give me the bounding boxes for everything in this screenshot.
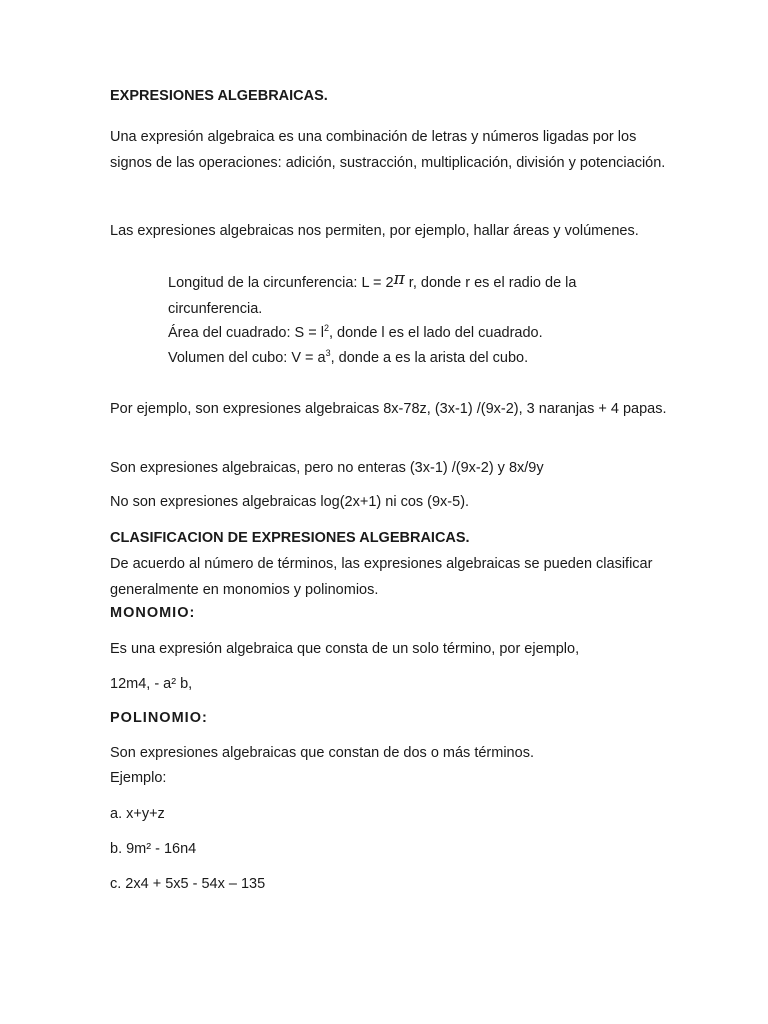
example-paragraph-3: No son expresiones algebraicas log(2x+1) ni cos (9x-5). [110,494,470,510]
monomio-definition: Es una expresión algebraica que consta de un solo término, por ejemplo, [110,641,580,657]
pi-symbol: π [393,269,405,289]
monomio-example: 12m4, - a² b, [110,676,193,692]
cube-volume-text-start: Volumen del cubo: V = a [168,350,326,366]
ejemplo-label: Ejemplo: [110,770,167,786]
polinomio-definition: Son expresiones algebraicas que constan de dos o más términos. [110,745,534,761]
cube-volume-example [168,346,648,372]
classification-paragraph: De acuerdo al número de términos, las expresiones algebraicas se pueden clasificar generalmente en monomios y polinomios. [110,556,653,598]
page-title: EXPRESIONES ALGEBRAICAS. [110,88,328,104]
square-area-text-end: , donde l es el lado del cuadrado. [329,325,543,341]
circumference-text-end: r, donde r es el radio de la circunferencia. [168,275,577,317]
cube-volume-text-end: , donde a es la arista del cubo. [330,350,529,366]
circumference-example [168,270,648,322]
square-exponent: 2 [323,323,329,334]
polinomio-heading: POLINOMIO: [110,710,208,726]
uses-paragraph: Las expresiones algebraicas nos permiten, por ejemplo, hallar áreas y volúmenes. [110,223,639,239]
cube-exponent: 3 [325,348,331,359]
classification-heading: CLASIFICACION DE EXPRESIONES ALGEBRAICAS. [110,530,470,546]
monomio-heading: MONOMIO: [110,605,196,621]
intro-paragraph: Una expresión algebraica es una combinación de letras y números ligadas por los signos de las operaciones: adición, sustracción, multiplicación, división y potenciación. [110,129,666,171]
square-area-example [168,321,648,347]
example-paragraph-2: Son expresiones algebraicas, pero no enteras (3x-1) /(9x-2) y 8x/9y [110,460,544,476]
square-area-text-start: Área del cuadrado: S = l [168,325,324,341]
circumference-text-start: Longitud de la circunferencia: L = 2 [168,275,394,291]
polynomial-example-a: a. x+y+z [110,806,165,822]
polynomial-example-c: c. 2x4 + 5x5 - 54x – 135 [110,876,266,892]
polynomial-example-b: b. 9m² - 16n4 [110,841,197,857]
example-paragraph-1: Por ejemplo, son expresiones algebraicas 8x-78z, (3x-1) /(9x-2), 3 naranjas + 4 papas. [110,401,667,417]
